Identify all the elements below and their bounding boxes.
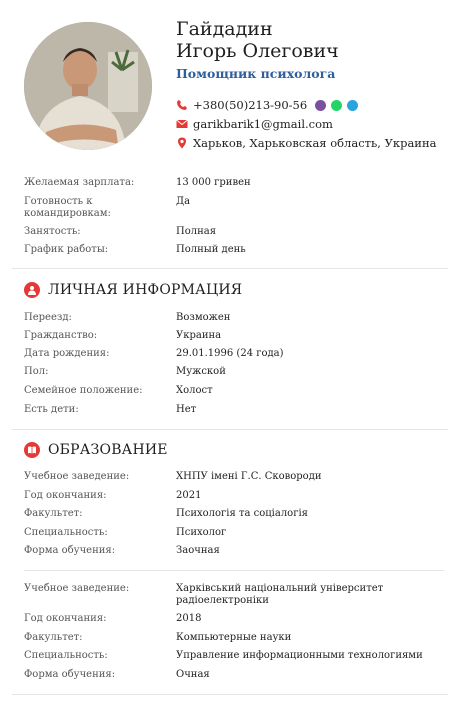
section-title: ЛИЧНАЯ ИНФОРМАЦИЯ: [48, 282, 243, 298]
whatsapp-icon[interactable]: [331, 100, 342, 111]
mail-icon: [176, 118, 188, 130]
phone-number[interactable]: +380(50)213-90-56: [193, 98, 308, 112]
email-address[interactable]: garikbarik1@gmail.com: [193, 117, 333, 131]
field-value: Возможен: [176, 312, 231, 323]
field-label: Форма обучения:: [24, 669, 116, 680]
field-value: Украина: [176, 330, 222, 341]
divider: [12, 268, 448, 269]
field-label: Пол:: [24, 366, 49, 377]
field-label: Специальность:: [24, 527, 108, 538]
field-value: Психолог: [176, 527, 227, 538]
last-name: Гайдадин: [176, 18, 273, 40]
field-value: 2021: [176, 490, 202, 501]
location-row: [176, 136, 437, 150]
field-value: Очная: [176, 669, 210, 680]
summary-label: График работы:: [24, 244, 109, 255]
section-title: ОБРАЗОВАНИЕ: [48, 442, 168, 458]
field-label: Гражданство:: [24, 330, 98, 341]
full-name: [176, 18, 339, 62]
field-value: Харківський національний університет радіоелектроніки: [176, 583, 384, 606]
resume-header: [0, 0, 460, 160]
field-value: Нет: [176, 404, 197, 415]
viber-icon[interactable]: [315, 100, 326, 111]
telegram-icon[interactable]: [347, 100, 358, 111]
field-value: 2018: [176, 613, 202, 624]
field-label: Учебное заведение:: [24, 583, 130, 594]
field-value: Управление информационными технологиями: [176, 650, 423, 661]
field-value: Заочная: [176, 545, 220, 556]
field-value: Психологія та соціалогія: [176, 508, 308, 519]
field-value: 29.01.1996 (24 года): [176, 348, 284, 359]
field-label: Учебное заведение:: [24, 471, 130, 482]
field-value: Компьютерные науки: [176, 632, 292, 643]
book-icon: [24, 442, 40, 458]
education-heading: [24, 442, 168, 458]
summary-label: Готовность к командировкам:: [24, 196, 111, 219]
summary-label: Занятость:: [24, 226, 81, 237]
divider: [24, 570, 444, 571]
field-label: Семейное положение:: [24, 385, 143, 396]
phone-icon: [176, 99, 188, 111]
divider: [12, 694, 448, 695]
field-value: Мужской: [176, 366, 226, 377]
summary-value: 13 000 гривен: [176, 177, 251, 188]
field-label: Форма обучения:: [24, 545, 116, 556]
phone-row: [176, 98, 358, 112]
field-label: Дата рождения:: [24, 348, 110, 359]
first-middle-name: Игорь Олегович: [176, 40, 339, 62]
field-value: ХНПУ імені Г.С. Сковороди: [176, 471, 322, 482]
field-label: Специальность:: [24, 650, 108, 661]
summary-label: Желаемая зарплата:: [24, 177, 135, 188]
location-pin-icon: [176, 137, 188, 149]
field-label: Год окончания:: [24, 613, 107, 624]
summary-value: Полный день: [176, 244, 246, 255]
field-label: Есть дети:: [24, 404, 79, 415]
summary-value: Да: [176, 196, 191, 207]
field-value: Холост: [176, 385, 213, 396]
personal-info-heading: [24, 282, 242, 298]
person-icon: [24, 282, 40, 298]
location-text: Харьков, Харьковская область, Украина: [193, 136, 437, 150]
field-label: Факультет:: [24, 632, 83, 643]
avatar: [24, 22, 152, 150]
field-label: Год окончания:: [24, 490, 107, 501]
divider: [12, 429, 448, 430]
email-row: [176, 117, 333, 131]
position-title: Помощник психолога: [176, 66, 336, 81]
summary-value: Полная: [176, 226, 217, 237]
field-label: Переезд:: [24, 312, 72, 323]
field-label: Факультет:: [24, 508, 83, 519]
